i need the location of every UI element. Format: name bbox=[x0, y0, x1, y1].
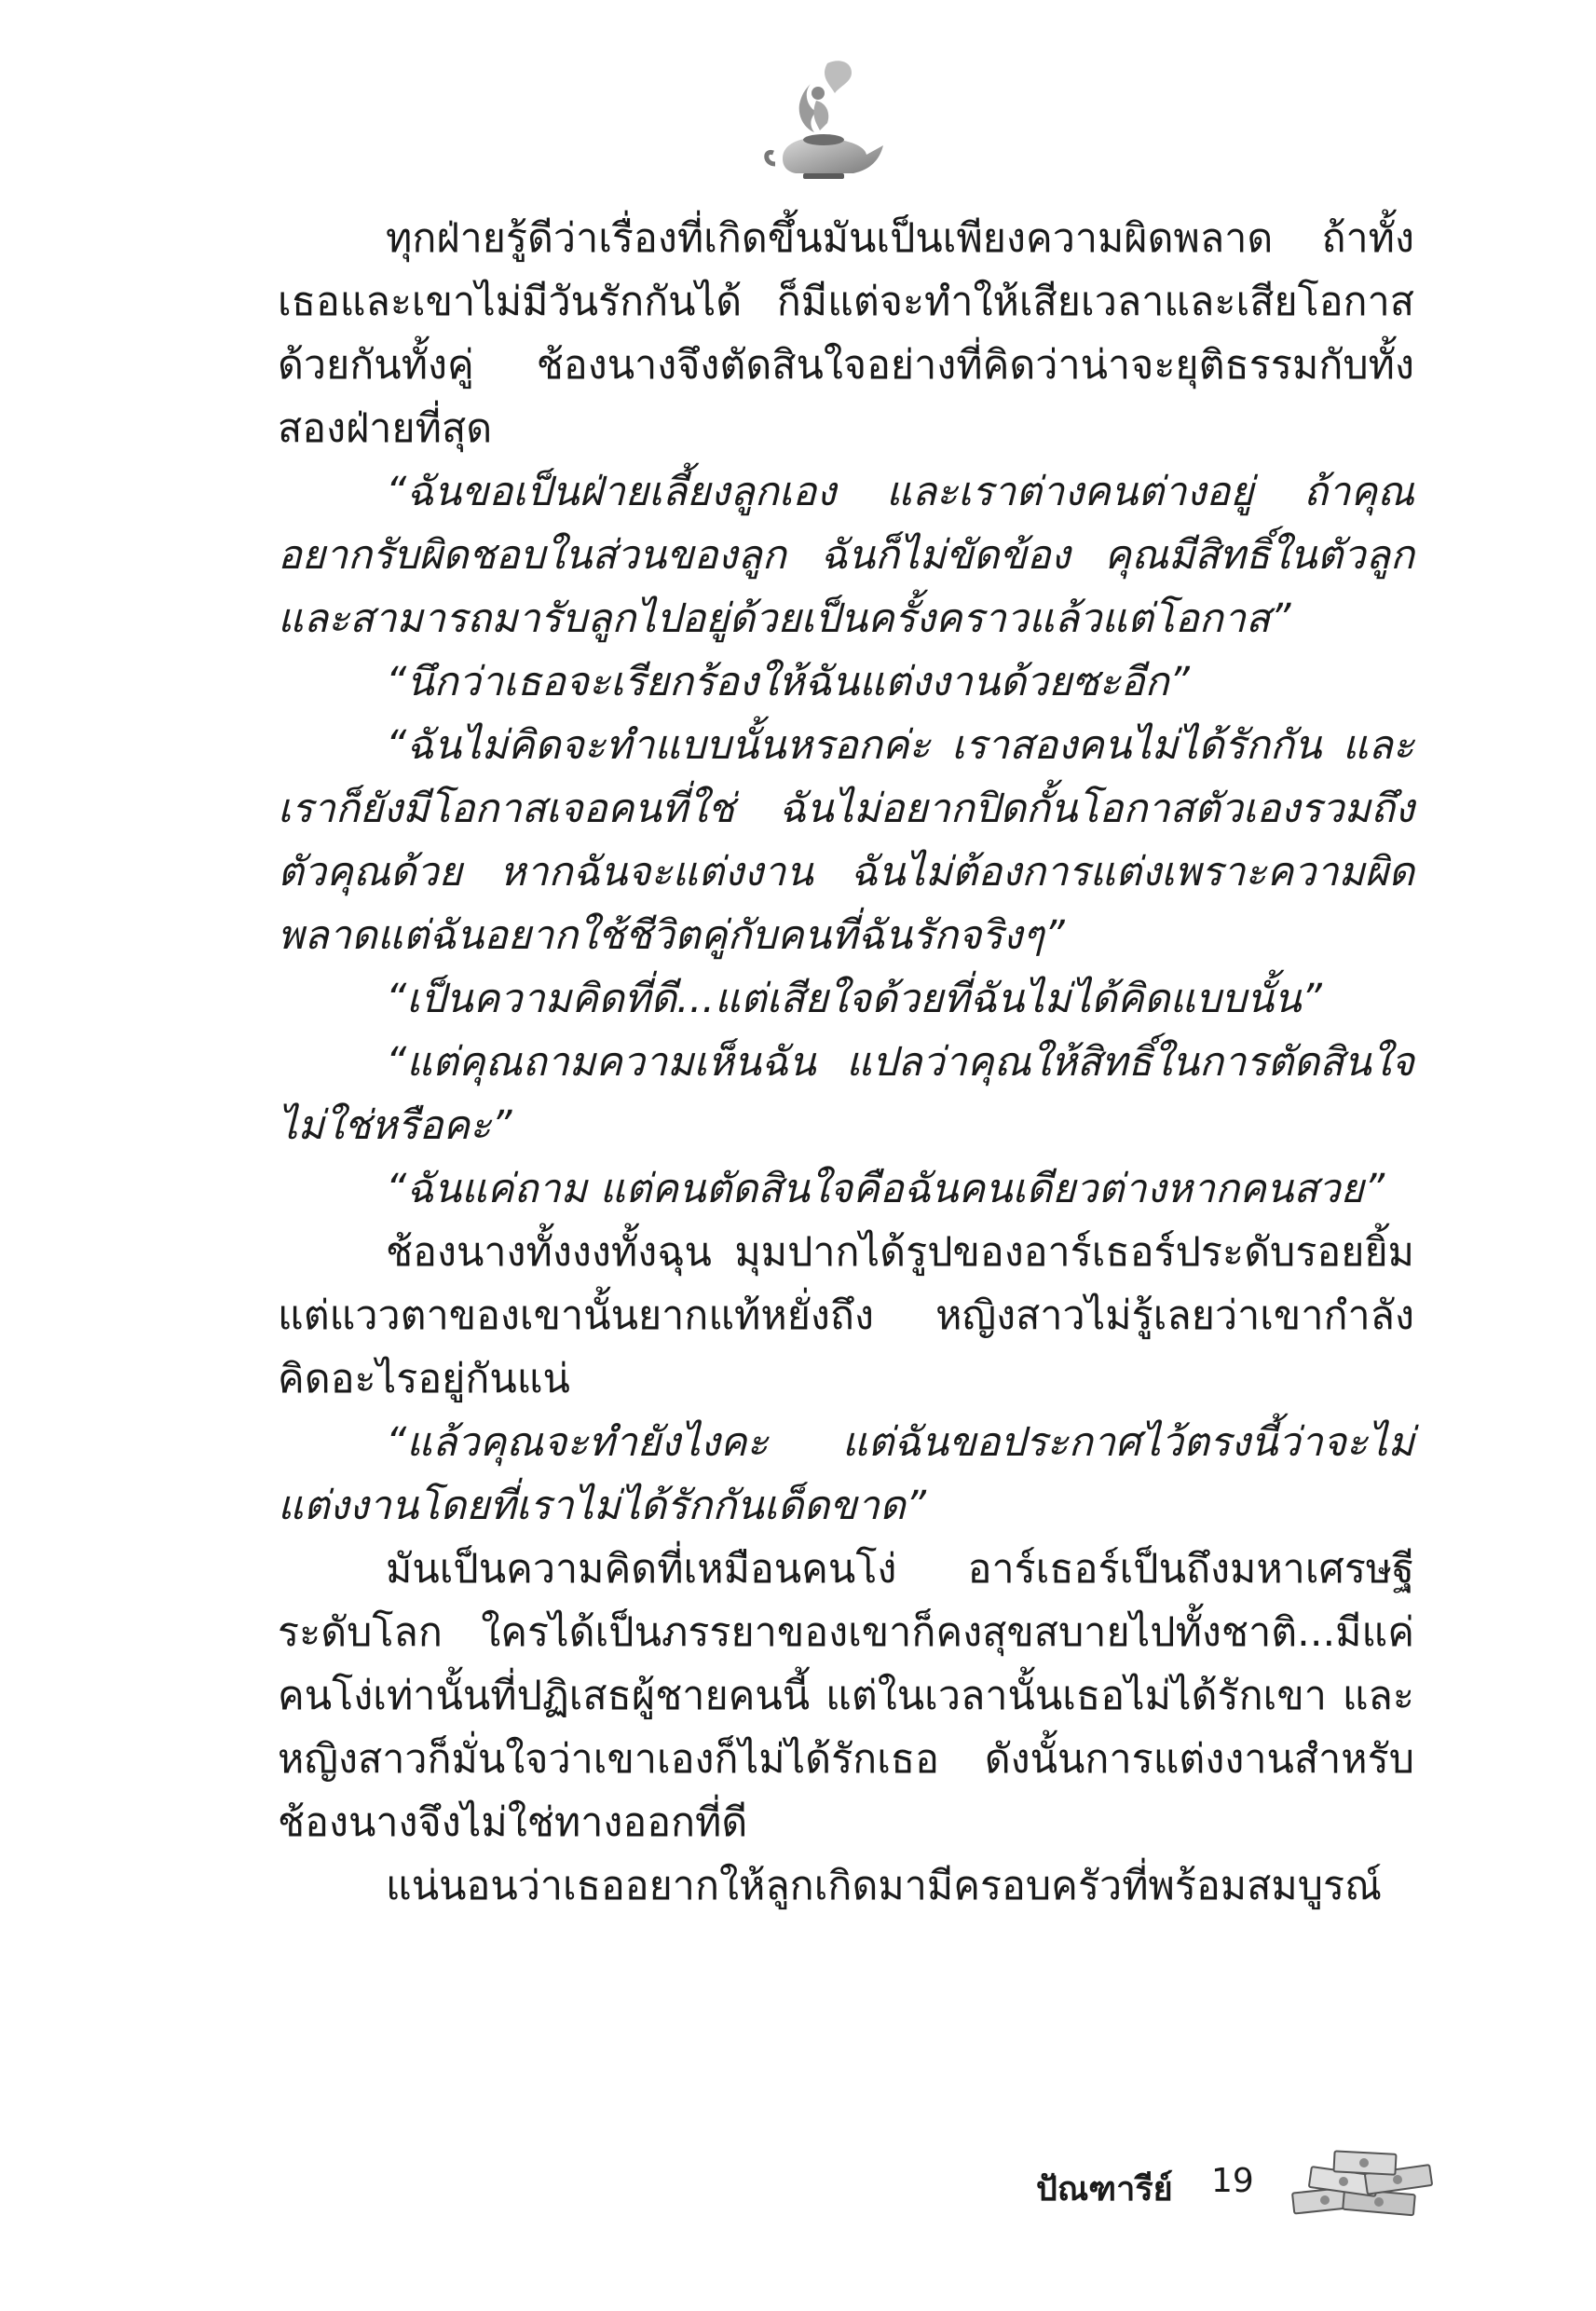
page-number: 19 bbox=[1211, 2162, 1254, 2200]
dialogue-paragraph: “ฉันไม่คิดจะทำแบบนั้นหรอกค่ะ เราสองคนไม่ได้รักกัน และเราก็ยังมีโอกาสเจอคนที่ใช่ ฉันไม่อยากปิดกั้นโอกาสตัวเองรวมถึงตัวคุณด้วย หากฉันจะแต่งงาน ฉันไม่ต้องการแต่งเพราะความผิดพลาดแต่ฉันอยากใช้ชีวิตคู่กับคนที่ฉันรักจริงๆ” bbox=[278, 722, 1414, 959]
paragraph: ช้องนางทั้งงงทั้งฉุน มุมปากได้รูปของอาร์เธอร์ประดับรอยยิ้มแต่แววตาของเขานั้นยากแท้หยั่งถึง หญิงสาวไม่รู้เลยว่าเขากำลังคิดอะไรอยู่กันแน่ bbox=[278, 1229, 1414, 1402]
paragraph: ทุกฝ่ายรู้ดีว่าเรื่องที่เกิดขึ้นมันเป็นเพียงความผิดพลาด ถ้าทั้งเธอและเขาไม่มีวันรักกันได้ ก็มีแต่จะทำให้เสียเวลาและเสียโอกาสด้วยกันทั้งคู่ ช้องนางจึงตัดสินใจอย่างที่คิดว่าน่าจะยุติธรรมกับทั้งสองฝ่ายที่สุด bbox=[278, 215, 1414, 452]
banknote-stack-icon bbox=[1288, 2149, 1439, 2218]
page-footer bbox=[0, 2149, 1596, 2223]
dialogue-paragraph: “แต่คุณถามความเห็นฉัน แปลว่าคุณให้สิทธิ์ในการตัดสินใจไม่ใช่หรือคะ” bbox=[278, 1039, 1414, 1149]
page-body bbox=[278, 207, 1414, 1918]
dialogue-paragraph: “แล้วคุณจะทำยังไงคะ แต่ฉันขอประกาศไว้ตรงนี้ว่าจะไม่แต่งงานโดยที่เราไม่ได้รักกันเด็ดขาด” bbox=[278, 1419, 1414, 1529]
author-name: ปัณฑารีย์ bbox=[1036, 2170, 1173, 2208]
dialogue-paragraph: “นึกว่าเธอจะเรียกร้องให้ฉันแต่งงานด้วยซะอีก” bbox=[386, 659, 1190, 705]
paragraph: แน่นอนว่าเธออยากให้ลูกเกิดมามีครอบครัวที่พร้อมสมบูรณ์ bbox=[386, 1863, 1383, 1909]
paragraph: มันเป็นความคิดที่เหมือนคนโง่ อาร์เธอร์เป็นถึงมหาเศรษฐีระดับโลก ใครได้เป็นภรรยาของเขาก็คงสุขสบายไปทั้งชาติ...มีแค่คนโง่เท่านั้นที่ปฏิเสธผู้ชายคนนี้ แต่ในเวลานั้นเธอไม่ได้รักเขา และหญิงสาวก็มั่นใจว่าเขาเองก็ไม่ได้รักเธอ ดังนั้นการแต่งงานสำหรับช้องนางจึงไม่ใช่ทางออกที่ดี bbox=[278, 1546, 1414, 1846]
dialogue-paragraph: “ฉันขอเป็นฝ่ายเลี้ยงลูกเอง และเราต่างคนต่างอยู่ ถ้าคุณอยากรับผิดชอบในส่วนของลูก ฉันก็ไม่ขัดข้อง คุณมีสิทธิ์ในตัวลูกและสามารถมารับลูกไปอยู่ด้วยเป็นครั้งคราวแล้วแต่โอกาส” bbox=[278, 469, 1414, 642]
genie-lamp-icon bbox=[755, 56, 894, 196]
dialogue-paragraph: “ฉันแค่ถาม แต่คนตัดสินใจคือฉันคนเดียวต่างหากคนสวย” bbox=[386, 1166, 1385, 1212]
dialogue-paragraph: “เป็นความคิดที่ดี...แต่เสียใจด้วยที่ฉันไม่ได้คิดแบบนั้น” bbox=[386, 976, 1322, 1022]
